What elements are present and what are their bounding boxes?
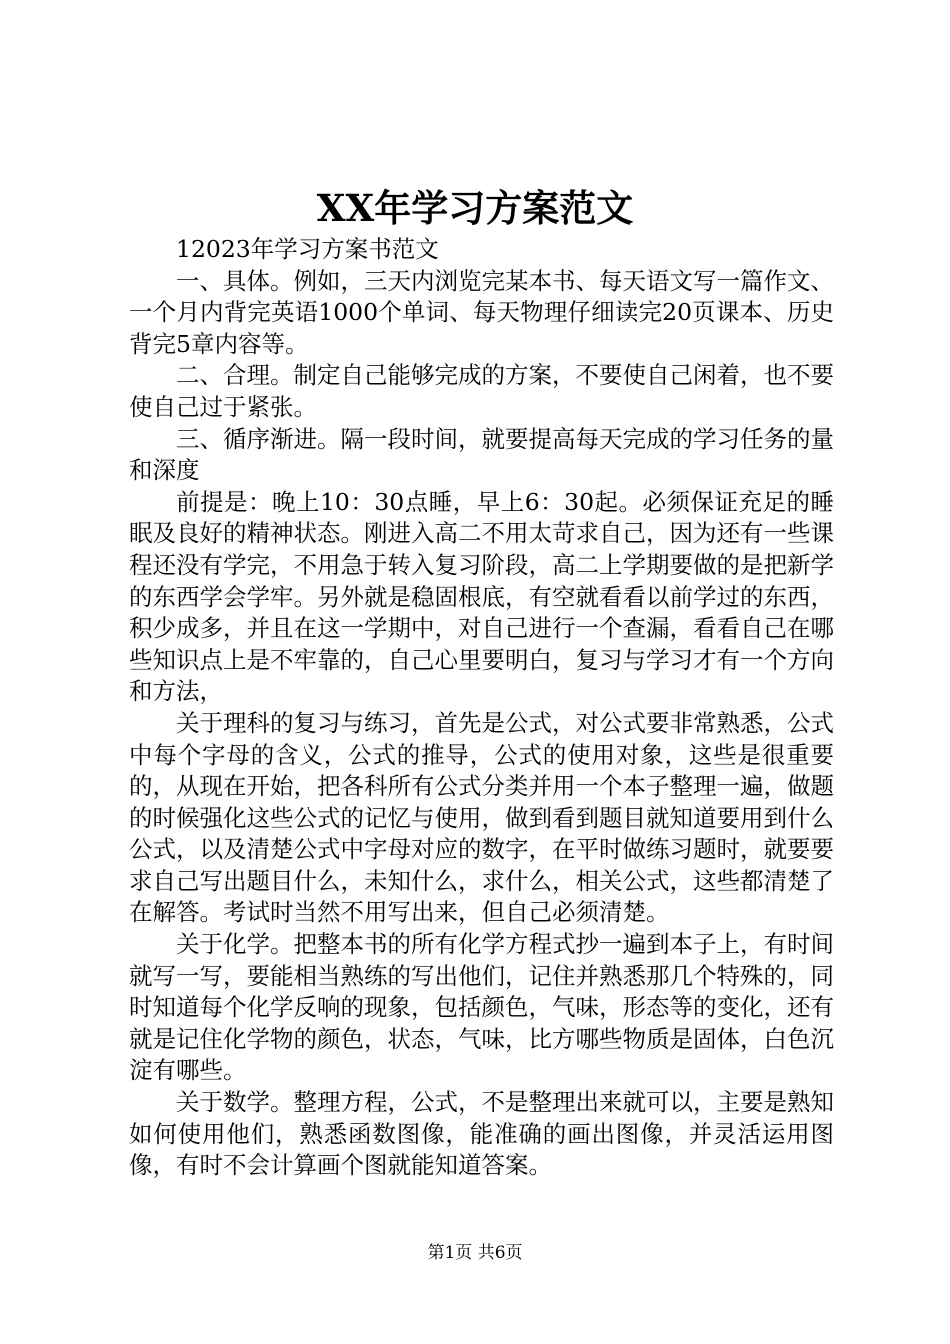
document-title: XX年学习方案范文 bbox=[316, 186, 634, 230]
paragraph-heading: 12023年学习方案书范文 bbox=[176, 235, 439, 263]
document-body bbox=[129, 234, 834, 1182]
paragraph-specific: 一、具体。例如，三天内浏览完某本书、每天语文写一篇作文、一个月内背完英语1000个单词、每天物理仔细读完20页课本、历史背完5章内容等。 bbox=[129, 266, 834, 358]
page-footer: 第1页 共6页 bbox=[427, 1243, 523, 1263]
paragraph-premise: 前提是：晚上10：30点睡，早上6：30起。必须保证充足的睡眠及良好的精神状态。刚进入高二不用太苛求自己，因为还有一些课程还没有学完，不用急于转入复习阶段，高二上学期要做的是把新学的东西学会学牢。另外就是稳固根底，有空就看看以前学过的东西，积少成多，并且在这一学期中，对自己进行一个查漏，看看自己在哪些知识点上是不牢靠的，自己心里要明白，复习与学习才有一个方向和方法， bbox=[129, 487, 834, 706]
paragraph-science: 关于理科的复习与练习，首先是公式，对公式要非常熟悉，公式中每个字母的含义，公式的推导，公式的使用对象，这些是很重要的，从现在开始，把各科所有公式分类并用一个本子整理一遍，做题的时候强化这些公式的记忆与使用，做到看到题目就知道要用到什么公式，以及清楚公式中字母对应的数字，在平时做练习题时，就要要求自己写出题目什么，未知什么，求什么，相关公式，这些都清楚了在解答。考试时当然不用写出来，但自己必须清楚。 bbox=[129, 708, 834, 927]
paragraph-chemistry: 关于化学。把整本书的所有化学方程式抄一遍到本子上，有时间就写一写，要能相当熟练的写出他们，记住并熟悉那几个特殊的，同时知道每个化学反响的现象，包括颜色，气味，形态等的变化，还有就是记住化学物的颜色，状态，气味，比方哪些物质是固体，白色沉淀有哪些。 bbox=[129, 930, 834, 1085]
paragraph-gradual: 三、循序渐进。隔一段时间，就要提高每天完成的学习任务的量和深度 bbox=[129, 424, 834, 485]
paragraph-math: 关于数学。整理方程，公式，不是整理出来就可以，主要是熟知如何使用他们，熟悉函数图像，能准确的画出图像，并灵活运用图像，有时不会计算画个图就能知道答案。 bbox=[129, 1088, 834, 1180]
paragraph-reasonable: 二、合理。制定自己能够完成的方案，不要使自己闲着，也不要使自己过于紧张。 bbox=[129, 361, 834, 421]
